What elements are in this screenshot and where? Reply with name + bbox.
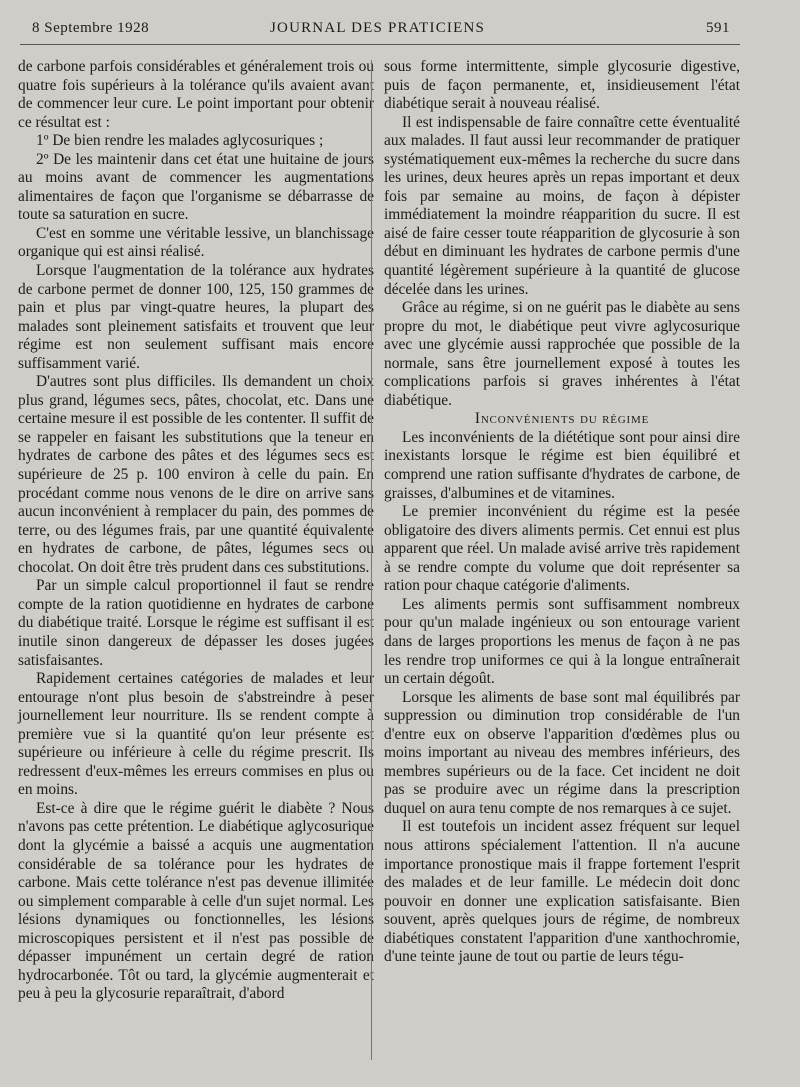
paragraph: Les inconvénients de la diététique sont pour ainsi dire inexistants lorsque le régime est bien équilibré et comprend une ration suffisante d'hydrates de carbone, de graisses, d'albumines et de vitamines. (384, 428, 740, 502)
paragraph: 2º De les maintenir dans cet état une huitaine de jours au moins avant de commencer les augmentations alimentaires de façon que l'organisme se débarrasse de toute sa saturation en sucre. (18, 150, 374, 224)
paragraph: 1º De bien rendre les malades aglycosuriques ; (36, 132, 324, 150)
page-number: 591 (706, 20, 730, 36)
paragraph: Par un simple calcul proportionnel il faut se rendre compte de la ration quotidienne en hydrates de carbone du diabétique traité. Lorsque le régime est suffisant il est inutile sinon dangereux de dépasser les doses jugées satisfaisantes. (18, 577, 374, 669)
journal-title: JOURNAL DES PRATICIENS (270, 20, 486, 36)
paragraph: Il est toutefois un incident assez fréquent sur lequel nous attirons spécialement l'attention. Il n'a aucune importance pronostique mais il frappe fortement l'esprit des malades et de leur famille. Le médecin doit donc pouvoir en donner une explication satisfaisante. Bien souvent, après quelques jours de régime, de nombreux diabétiques constatent l'apparition d'une xanthochromie, d'une teinte jaune de tout ou partie de leurs tégu- (384, 818, 740, 966)
paragraph: Rapidement certaines catégories de malades et leur entourage n'ont plus besoin de s'abstreindre à peser journellement leur nourriture. Ils se rendent compte à première vue si la quantité qu'on leur présente est supérieure ou inférieure à celle du régime prescrit. Ils redressent d'eux-mêmes les erreurs commises en plus ou en moins. (18, 670, 374, 799)
paragraph: Grâce au régime, si on ne guérit pas le diabète au sens propre du mot, le diabétique peut vivre aglycosurique avec une glycémie aussi rapprochée que possible de la normale, sans être journellement exposé à toutes les complications parfois si graves inhérentes à l'état diabétique. (384, 299, 740, 409)
paragraph: Les aliments permis sont suffisamment nombreux pour qu'un malade ingénieux ou son entourage varient dans de larges proportions les menus de façon à ne pas les rendre trop uniformes ce qui à la longue entraînerait un certain dégoût. (384, 595, 740, 688)
header-date: 8 Septembre 1928 (32, 20, 150, 36)
header-rule (20, 44, 740, 45)
section-title: Inconvénients du régime (474, 410, 650, 428)
paragraph: Lorsque l'augmentation de la tolérance aux hydrates de carbone permet de donner 100, 125, 150 grammes de pain et plus par vingt-quatre heures, la plupart des malades sont pleinement satisfaits et trouvent que leur régime est non seulement suffisant mais encore suffisamment varié. (18, 262, 374, 372)
paragraph: C'est en somme une véritable lessive, un blanchissage organique qui est ainsi réalisé. (18, 224, 374, 261)
paragraph: de carbone parfois considérables et généralement trois ou quatre fois supérieurs à la tolérance qu'ils avaient avant de commencer leur cure. Le point important pour obtenir ce résultat est : (18, 58, 374, 131)
paragraph: Il est indispensable de faire connaître cette éventualité aux malades. Il faut aussi leur recommander de pratiquer systématiquement eux-mêmes la recherche du sucre dans les urines, deux heures après un repas important et deux fois par semaine au moins, de façon à dépister immédiatement la moindre réapparition du sucre. Il est aisé de faire cesser toute réapparition de glycosurie à son début en diminuant les hydrates de carbone permis d'une quantité légèrement supérieure à la quantité de glucose décelée dans les urines. (384, 113, 740, 298)
paragraph: sous forme intermittente, simple glycosurie digestive, puis de façon permanente, et, insidieusement l'état diabétique serait à nouveau réalisé. (384, 58, 740, 113)
paragraph: Le premier inconvénient du régime est la pesée obligatoire des divers aliments permis. Cet ennui est plus apparent que réel. Un malade avisé arrive très rapidement à se rendre compte du volume que doit représenter sa ration pour chaque catégorie d'aliments. (384, 503, 740, 595)
paragraph: D'autres sont plus difficiles. Ils demandent un choix plus grand, légumes secs, pâtes, chocolat, etc. Dans une certaine mesure il est possible de les contenter. Il suffit de se rappeler en faisant les substitutions que la teneur en hydrates de carbone des pâtes et des légumes secs est supérieure de 25 p. 100 environ à celle du pain. En procédant comme nous venons de le dire on arrive sans aucun inconvénient à remplacer du pain, des pommes de terre, ou des légumes frais, par une quantité équivalente en hydrates de carbone, de pâtes, légumes secs ou chocolat. On doit être très prudent dans ces substitutions. (18, 373, 374, 576)
right-column (384, 58, 740, 967)
paragraph: Lorsque les aliments de base sont mal équilibrés par suppression ou diminution trop considérable de l'un d'entre eux on observe l'apparition d'œdèmes plus ou moins important au niveau des membres inférieurs, des membres supérieurs ou de la face. Cet incident ne doit pas se produire avec un régime dans la prescription duquel on aura tenu compte de nos remarques à ce sujet. (384, 688, 740, 817)
page-header (0, 0, 800, 44)
left-column (18, 58, 374, 1004)
column-divider (371, 60, 372, 1060)
paragraph: Est-ce à dire que le régime guérit le diabète ? Nous n'avons pas cette prétention. Le diabétique aglycosurique dont la glycémie a baissé a acquis une augmentation considérable de sa tolérance pour les hydrates de carbone. Mais cette tolérance n'est pas devenue illimitée ou simplement comparable à celle d'un sujet normal. Les lésions dynamiques ou fonctionnelles, les lésions microscopiques persistent et il n'est pas possible de dépasser impunément un certain degré de ration hydrocarbonée. Tôt ou tard, la glycémie augmenterait et peu à peu la glycosurie reparaîtrait, d'abord (18, 799, 374, 1003)
